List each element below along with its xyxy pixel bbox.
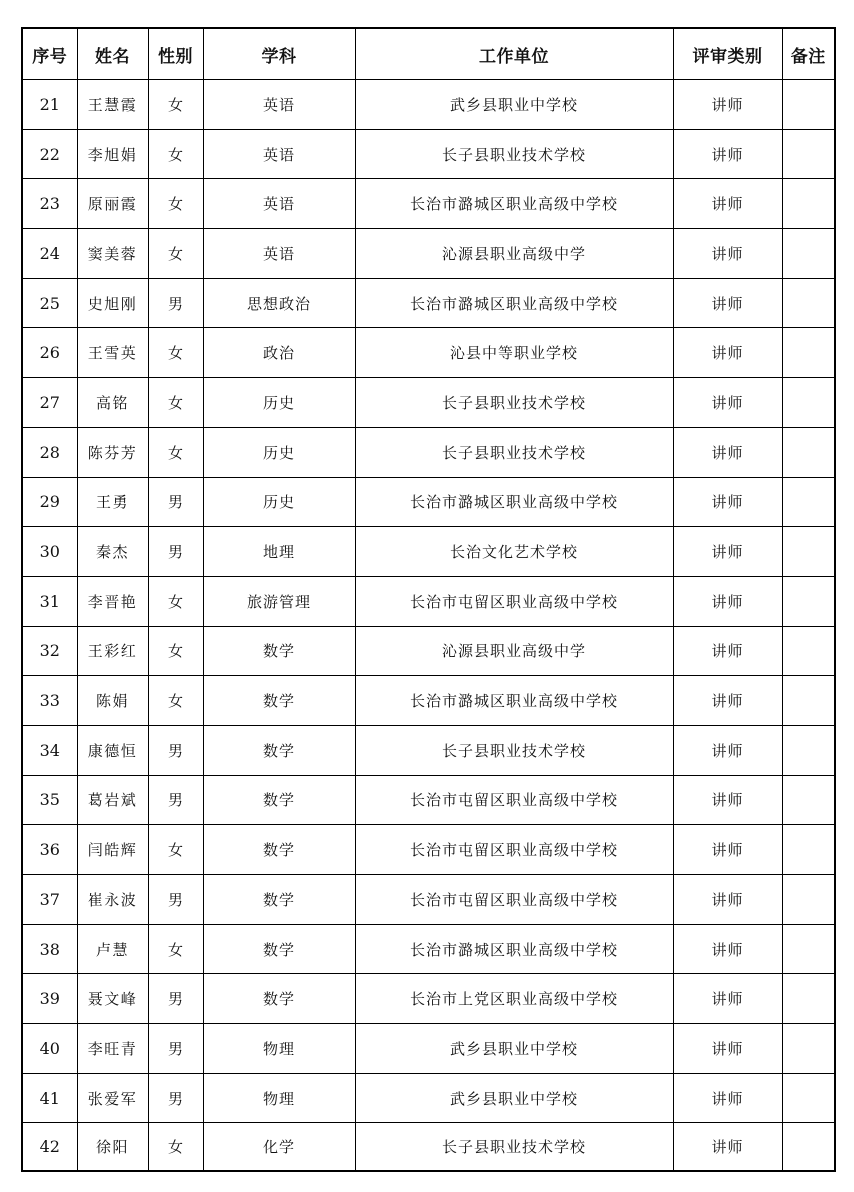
cell-seq-no: 30	[22, 527, 77, 577]
cell-gender: 女	[148, 80, 203, 130]
cell-remarks	[782, 875, 835, 925]
cell-subject: 历史	[203, 427, 355, 477]
cell-subject: 物理	[203, 1024, 355, 1074]
table-row	[22, 129, 835, 179]
cell-work-unit: 长治市潞城区职业高级中学校	[355, 676, 673, 726]
cell-remarks	[782, 676, 835, 726]
cell-work-unit: 长治市潞城区职业高级中学校	[355, 924, 673, 974]
cell-name: 高铭	[77, 378, 148, 428]
cell-work-unit: 长治市屯留区职业高级中学校	[355, 875, 673, 925]
roster-table	[21, 27, 836, 1172]
cell-remarks	[782, 229, 835, 279]
cell-gender: 女	[148, 129, 203, 179]
header-name: 姓名	[77, 28, 148, 80]
cell-name: 王慧霞	[77, 80, 148, 130]
table-row	[22, 378, 835, 428]
cell-work-unit: 长子县职业技术学校	[355, 378, 673, 428]
cell-review-category: 讲师	[673, 725, 782, 775]
cell-name: 张爱军	[77, 1073, 148, 1123]
cell-subject: 思想政治	[203, 278, 355, 328]
cell-remarks	[782, 179, 835, 229]
cell-seq-no: 28	[22, 427, 77, 477]
cell-review-category: 讲师	[673, 775, 782, 825]
cell-seq-no: 42	[22, 1123, 77, 1172]
cell-name: 原丽霞	[77, 179, 148, 229]
cell-work-unit: 沁源县职业高级中学	[355, 626, 673, 676]
cell-work-unit: 长子县职业技术学校	[355, 129, 673, 179]
cell-review-category: 讲师	[673, 626, 782, 676]
table-row	[22, 1123, 835, 1172]
cell-gender: 女	[148, 328, 203, 378]
cell-subject: 数学	[203, 875, 355, 925]
cell-subject: 物理	[203, 1073, 355, 1123]
cell-subject: 英语	[203, 129, 355, 179]
cell-subject: 英语	[203, 229, 355, 279]
cell-remarks	[782, 825, 835, 875]
cell-subject: 政治	[203, 328, 355, 378]
cell-gender: 男	[148, 974, 203, 1024]
cell-gender: 女	[148, 676, 203, 726]
table-row	[22, 278, 835, 328]
cell-seq-no: 35	[22, 775, 77, 825]
cell-name: 陈芬芳	[77, 427, 148, 477]
cell-review-category: 讲师	[673, 80, 782, 130]
cell-gender: 女	[148, 626, 203, 676]
cell-seq-no: 34	[22, 725, 77, 775]
table-row	[22, 576, 835, 626]
table-row	[22, 974, 835, 1024]
cell-work-unit: 沁县中等职业学校	[355, 328, 673, 378]
cell-work-unit: 长子县职业技术学校	[355, 427, 673, 477]
cell-review-category: 讲师	[673, 1073, 782, 1123]
cell-subject: 英语	[203, 179, 355, 229]
cell-seq-no: 32	[22, 626, 77, 676]
cell-name: 李晋艳	[77, 576, 148, 626]
header-seq-no: 序号	[22, 28, 77, 80]
cell-seq-no: 41	[22, 1073, 77, 1123]
cell-remarks	[782, 974, 835, 1024]
table-row	[22, 527, 835, 577]
cell-name: 卢慧	[77, 924, 148, 974]
cell-name: 陈娟	[77, 676, 148, 726]
cell-review-category: 讲师	[673, 527, 782, 577]
cell-gender: 女	[148, 576, 203, 626]
cell-remarks	[782, 576, 835, 626]
cell-seq-no: 27	[22, 378, 77, 428]
cell-seq-no: 40	[22, 1024, 77, 1074]
cell-name: 徐阳	[77, 1123, 148, 1172]
table-row	[22, 1024, 835, 1074]
cell-work-unit: 武乡县职业中学校	[355, 1024, 673, 1074]
table-row	[22, 1073, 835, 1123]
cell-name: 王勇	[77, 477, 148, 527]
cell-review-category: 讲师	[673, 875, 782, 925]
cell-seq-no: 33	[22, 676, 77, 726]
cell-name: 王彩红	[77, 626, 148, 676]
header-review-category: 评审类别	[673, 28, 782, 80]
cell-name: 史旭刚	[77, 278, 148, 328]
cell-seq-no: 29	[22, 477, 77, 527]
cell-work-unit: 长子县职业技术学校	[355, 725, 673, 775]
cell-remarks	[782, 80, 835, 130]
cell-gender: 男	[148, 1024, 203, 1074]
cell-review-category: 讲师	[673, 1123, 782, 1172]
cell-gender: 男	[148, 775, 203, 825]
cell-name: 崔永波	[77, 875, 148, 925]
cell-work-unit: 长治市上党区职业高级中学校	[355, 974, 673, 1024]
cell-subject: 旅游管理	[203, 576, 355, 626]
cell-subject: 历史	[203, 378, 355, 428]
cell-review-category: 讲师	[673, 825, 782, 875]
cell-review-category: 讲师	[673, 278, 782, 328]
cell-review-category: 讲师	[673, 328, 782, 378]
table-row	[22, 676, 835, 726]
table-row	[22, 924, 835, 974]
cell-name: 葛岩斌	[77, 775, 148, 825]
cell-seq-no: 36	[22, 825, 77, 875]
cell-remarks	[782, 1123, 835, 1172]
cell-gender: 男	[148, 725, 203, 775]
header-remarks: 备注	[782, 28, 835, 80]
cell-seq-no: 21	[22, 80, 77, 130]
cell-work-unit: 长子县职业技术学校	[355, 1123, 673, 1172]
table-row	[22, 626, 835, 676]
cell-work-unit: 长治市潞城区职业高级中学校	[355, 278, 673, 328]
cell-gender: 女	[148, 1123, 203, 1172]
cell-seq-no: 37	[22, 875, 77, 925]
cell-remarks	[782, 477, 835, 527]
cell-gender: 女	[148, 825, 203, 875]
cell-review-category: 讲师	[673, 129, 782, 179]
cell-work-unit: 沁源县职业高级中学	[355, 229, 673, 279]
cell-name: 聂文峰	[77, 974, 148, 1024]
header-gender: 性别	[148, 28, 203, 80]
table-row	[22, 825, 835, 875]
cell-name: 秦杰	[77, 527, 148, 577]
cell-name: 闫皓辉	[77, 825, 148, 875]
cell-subject: 地理	[203, 527, 355, 577]
cell-subject: 数学	[203, 775, 355, 825]
header-row	[22, 28, 835, 80]
table-row	[22, 477, 835, 527]
cell-work-unit: 长治市屯留区职业高级中学校	[355, 576, 673, 626]
cell-review-category: 讲师	[673, 676, 782, 726]
cell-remarks	[782, 1073, 835, 1123]
cell-review-category: 讲师	[673, 924, 782, 974]
cell-remarks	[782, 775, 835, 825]
cell-review-category: 讲师	[673, 427, 782, 477]
cell-subject: 数学	[203, 825, 355, 875]
cell-seq-no: 39	[22, 974, 77, 1024]
cell-work-unit: 武乡县职业中学校	[355, 80, 673, 130]
cell-review-category: 讲师	[673, 229, 782, 279]
cell-work-unit: 武乡县职业中学校	[355, 1073, 673, 1123]
table-row	[22, 775, 835, 825]
cell-gender: 女	[148, 378, 203, 428]
cell-subject: 化学	[203, 1123, 355, 1172]
cell-gender: 男	[148, 527, 203, 577]
cell-seq-no: 24	[22, 229, 77, 279]
cell-work-unit: 长治文化艺术学校	[355, 527, 673, 577]
cell-remarks	[782, 427, 835, 477]
cell-seq-no: 22	[22, 129, 77, 179]
cell-subject: 数学	[203, 974, 355, 1024]
cell-remarks	[782, 725, 835, 775]
cell-review-category: 讲师	[673, 974, 782, 1024]
cell-review-category: 讲师	[673, 1024, 782, 1074]
cell-remarks	[782, 1024, 835, 1074]
table-row	[22, 229, 835, 279]
cell-remarks	[782, 328, 835, 378]
cell-name: 李旭娟	[77, 129, 148, 179]
cell-gender: 男	[148, 1073, 203, 1123]
cell-seq-no: 31	[22, 576, 77, 626]
table-row	[22, 328, 835, 378]
cell-gender: 女	[148, 924, 203, 974]
table-row	[22, 179, 835, 229]
cell-review-category: 讲师	[673, 179, 782, 229]
cell-remarks	[782, 129, 835, 179]
cell-work-unit: 长治市屯留区职业高级中学校	[355, 825, 673, 875]
cell-remarks	[782, 378, 835, 428]
cell-name: 王雪英	[77, 328, 148, 378]
cell-name: 李旺青	[77, 1024, 148, 1074]
cell-gender: 男	[148, 477, 203, 527]
cell-remarks	[782, 924, 835, 974]
cell-subject: 历史	[203, 477, 355, 527]
table-row	[22, 875, 835, 925]
table-row	[22, 80, 835, 130]
cell-review-category: 讲师	[673, 378, 782, 428]
cell-work-unit: 长治市潞城区职业高级中学校	[355, 477, 673, 527]
cell-gender: 女	[148, 229, 203, 279]
table-row	[22, 725, 835, 775]
cell-remarks	[782, 278, 835, 328]
cell-gender: 女	[148, 179, 203, 229]
cell-seq-no: 38	[22, 924, 77, 974]
cell-review-category: 讲师	[673, 477, 782, 527]
cell-seq-no: 25	[22, 278, 77, 328]
cell-work-unit: 长治市潞城区职业高级中学校	[355, 179, 673, 229]
cell-name: 窦美蓉	[77, 229, 148, 279]
cell-subject: 数学	[203, 725, 355, 775]
cell-gender: 男	[148, 875, 203, 925]
cell-subject: 英语	[203, 80, 355, 130]
table-row	[22, 427, 835, 477]
cell-seq-no: 26	[22, 328, 77, 378]
cell-subject: 数学	[203, 676, 355, 726]
cell-gender: 男	[148, 278, 203, 328]
cell-remarks	[782, 527, 835, 577]
cell-seq-no: 23	[22, 179, 77, 229]
cell-review-category: 讲师	[673, 576, 782, 626]
cell-subject: 数学	[203, 924, 355, 974]
cell-name: 康德恒	[77, 725, 148, 775]
header-work-unit: 工作单位	[355, 28, 673, 80]
cell-subject: 数学	[203, 626, 355, 676]
header-subject: 学科	[203, 28, 355, 80]
cell-remarks	[782, 626, 835, 676]
cell-work-unit: 长治市屯留区职业高级中学校	[355, 775, 673, 825]
cell-gender: 女	[148, 427, 203, 477]
